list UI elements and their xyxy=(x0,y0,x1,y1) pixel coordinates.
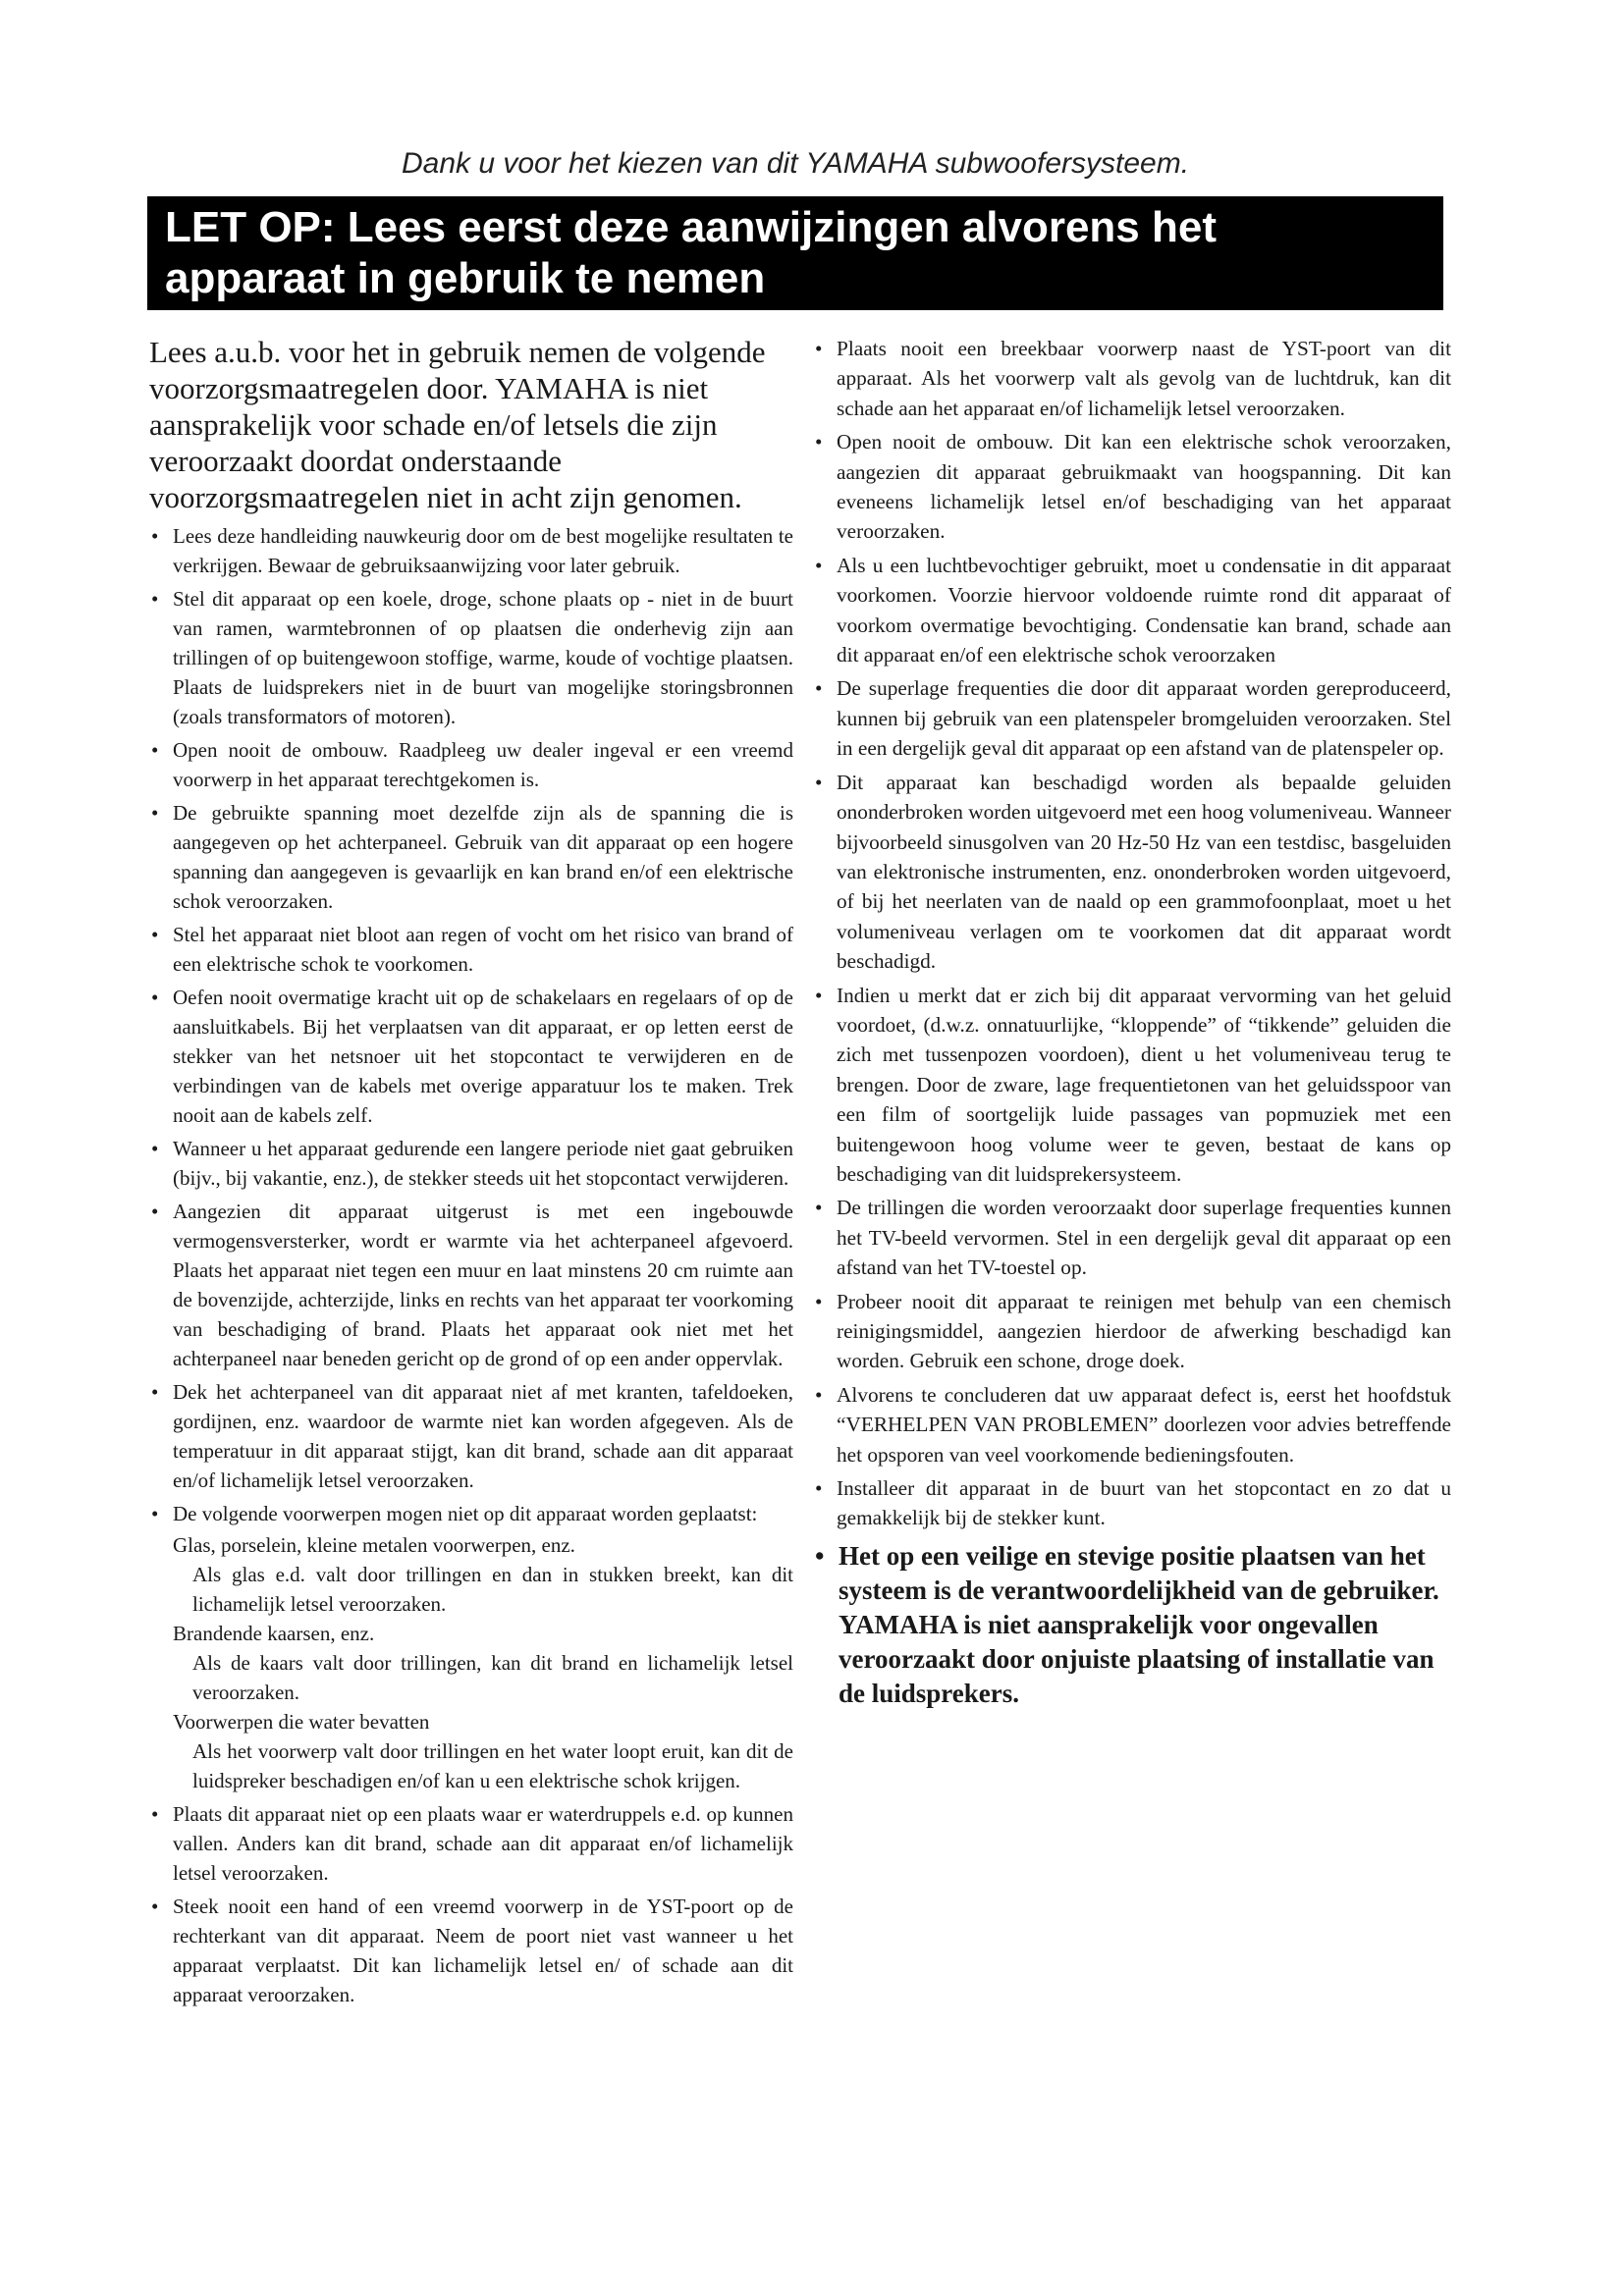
bullet-item: • Open nooit de ombouw. Dit kan een elektrische schok veroorzaken, aangezien dit apparaat gebruikmaakt van hoogspanning. Dit kan eveneens lichamelijk letsel en/of beschadiging van het apparaat veroorzaken. xyxy=(813,427,1451,547)
bullet-item: • Als u een luchtbevochtiger gebruikt, moet u condensatie in dit apparaat voorkomen. Voorzie hiervoor voldoende ruimte rond dit apparaat of voorkom overmatige bevochtiging. Condensatie kan brand, schade aan dit apparaat en/of een elektrische schok veroorzaken xyxy=(813,551,1451,670)
banner-title-line-2: apparaat in gebruik te nemen xyxy=(165,254,766,302)
object-type: Brandende kaarsen, enz. xyxy=(173,1622,375,1645)
bullet-item: • Aangezien dit apparaat uitgerust is met een ingebouwde vermogensversterker, wordt er warmte via het achterpaneel afgevoerd. Plaats het apparaat niet tegen een muur en laat minstens 20 cm ruimte aan de bovenzijde, achterzijde, links en rechts van het apparaat ter voorkoming van beschadiging of brand. Plaats het apparaat ook niet met het achterpaneel naar beneden gericht op de grond of op een ander oppervlak. xyxy=(149,1197,793,1373)
tagline: Dank u voor het kiezen van dit YAMAHA subwoofersysteem. xyxy=(401,147,1190,180)
object-consequence: Als het voorwerp valt door trillingen en het water loopt eruit, kan dit de luidspreker beschadigen en/of kan u een elektrische schok krijgen. xyxy=(192,1739,793,1792)
bullet-item: • Dek het achterpaneel van dit apparaat niet af met kranten, tafeldoeken, gordijnen, enz. waardoor de warmte niet kan worden afgegeven. Als de temperatuur in dit apparaat stijgt, kan dit brand, schade aan dit apparaat en/of lichamelijk letsel veroorzaken. xyxy=(149,1377,793,1495)
bullet-item: • Lees deze handleiding nauwkeurig door om de best mogelijke resultaten te verkrijgen. Bewaar de gebruiksaanwijzing voor later gebruik. xyxy=(149,521,793,580)
bullet-item: • Installeer dit apparaat in de buurt van het stopcontact en zo dat u gemakkelijk bij de stekker kunt. xyxy=(813,1473,1451,1533)
banner-title xyxy=(165,202,1426,304)
bullet-item: • De trillingen die worden veroorzaakt door superlage frequenties kunnen het TV-beeld vervormen. Stel in een dergelijk geval dit apparaat op een afstand van het TV-toestel op. xyxy=(813,1193,1451,1282)
objects-bullet-head: De volgende voorwerpen mogen niet op dit apparaat worden geplaatst: xyxy=(173,1502,758,1525)
left-bullet-list xyxy=(149,521,793,2009)
bullet-item: • Oefen nooit overmatige kracht uit op de schakelaars en regelaars of op de aansluitkabels. Bij het verplaatsen van dit apparaat, er op letten eerst de stekker van het netsnoer uit het stopcontact te verwijderen en de verbindingen van de kabels met overige apparatuur los te maken. Trek nooit aan de kabels zelf. xyxy=(149,983,793,1130)
intro-paragraph: Lees a.u.b. voor het in gebruik nemen de volgende voorzorgsmaatregelen door. YAMAHA is niet aansprakelijk voor schade en/of letsels die zijn veroorzaakt doordat onderstaande voorzorgsmaatregelen niet in acht zijn genomen. xyxy=(149,335,766,514)
left-column xyxy=(149,334,793,2013)
bullet-item: • Steek nooit een hand of een vreemd voorwerp in de YST-poort op de rechterkant van dit apparaat. Neem de poort niet vast wanneer u het apparaat verplaatst. Dit kan lichamelijk letsel en/ of schade aan dit apparaat veroorzaken. xyxy=(149,1892,793,2009)
bullet-item: • Alvorens te concluderen dat uw apparaat defect is, eerst het hoofdstuk “VERHELPEN VAN PROBLEMEN” doorlezen voor advies betreffende het opsporen van veel voorkomende bedieningsfouten. xyxy=(813,1380,1451,1469)
object-consequence: Als glas e.d. valt door trillingen en dan in stukken breekt, kan dit lichamelijk letsel veroorzaken. xyxy=(192,1563,793,1616)
banner-title-line-1: LET OP: Lees eerst deze aanwijzingen alvorens het xyxy=(165,203,1217,251)
right-column xyxy=(813,334,1451,1711)
bullet-item: • Plaats nooit een breekbaar voorwerp naast de YST-poort van dit apparaat. Als het voorwerp valt als gevolg van de luchtdruk, kan dit schade aan het apparaat en/of lichamelijk letsel veroorzaken. xyxy=(813,334,1451,423)
objects-bullet-item xyxy=(149,1499,793,1795)
objects-sublist xyxy=(173,1530,793,1795)
bullet-item: • De gebruikte spanning moet dezelfde zijn als de spanning die is aangegeven op het achterpaneel. Gebruik van dit apparaat op een hogere spanning dan aangegeven is gevaarlijk en kan brand en/of een elektrische schok veroorzaken. xyxy=(149,798,793,916)
bullet-item: • Stel dit apparaat op een koele, droge, schone plaats op - niet in de buurt van ramen, warmtebronnen of op plaatsen die onderhevig zijn aan trillingen of op buitengewoon stoffige, warme, koude of vochtige plaatsen. Plaats de luidsprekers niet in de buurt van mogelijke storingsbronnen (zoals transformators of motoren). xyxy=(149,584,793,731)
object-type: Glas, porselein, kleine metalen voorwerpen, enz. xyxy=(173,1533,575,1557)
bullet-item: • Probeer nooit dit apparaat te reinigen met behulp van een chemisch reinigingsmiddel, aangezien hierdoor de afwerking beschadigd kan worden. Gebruik een schone, droge doek. xyxy=(813,1287,1451,1376)
right-bullet-list xyxy=(813,334,1451,1533)
caution-banner xyxy=(147,196,1443,310)
bullet-item: • Plaats dit apparaat niet op een plaats waar er waterdruppels e.d. op kunnen vallen. Anders kan dit brand, schade aan dit apparaat en/of lichamelijk letsel veroorzaken. xyxy=(149,1799,793,1888)
bullet-item: • Dit apparaat kan beschadigd worden als bepaalde geluiden ononderbroken worden uitgevoerd met een hoog volumeniveau. Wanneer bijvoorbeeld sinusgolven van 20 Hz-50 Hz van een testdisc, basgeluiden van elektronische instrumenten, enz. ononderbroken worden uitgevoerd, of bij het neerlaten van de naald op een grammofoonplaat, moet u het volumeniveau verlagen om te voorkomen dat dit apparaat wordt beschadigd. xyxy=(813,768,1451,977)
object-consequence: Als de kaars valt door trillingen, kan dit brand en lichamelijk letsel veroorzaken. xyxy=(192,1651,793,1704)
final-warning: • Het op een veilige en stevige positie plaatsen van het systeem is de verantwoordelijkheid van de gebruiker. YAMAHA is niet aansprakelijk voor ongevallen veroorzaakt door onjuiste plaatsing of installatie van de luidsprekers. xyxy=(813,1539,1451,1711)
bullet-item: • Stel het apparaat niet bloot aan regen of vocht om het risico van brand of een elektrische schok te voorkomen. xyxy=(149,920,793,979)
bullet-item: • De superlage frequenties die door dit apparaat worden gereproduceerd, kunnen bij gebruik van een platenspeler bromgeluiden veroorzaken. Stel in een dergelijk geval dit apparaat op een afstand van de platenspeler op. xyxy=(813,673,1451,763)
object-type: Voorwerpen die water bevatten xyxy=(173,1710,430,1734)
bullet-item: • Indien u merkt dat er zich bij dit apparaat vervorming van het geluid voordoet, (d.w.z. onnatuurlijke, “kloppende” of “tikkende” geluiden die zich met tussenpozen voordoen), dient u het volumeniveau terug te brengen. Door de zware, lage frequentietonen van het geluidsspoor van een film of soortgelijk luide passages van popmuziek met een buitengewoon hoog volume weer te geven, bestaat de kans op beschadiging van dit luidsprekersysteem. xyxy=(813,981,1451,1190)
bullet-item: • Open nooit de ombouw. Raadpleeg uw dealer ingeval er een vreemd voorwerp in het apparaat terechtgekomen is. xyxy=(149,735,793,794)
bullet-item: • Wanneer u het apparaat gedurende een langere periode niet gaat gebruiken (bijv., bij vakantie, enz.), de stekker steeds uit het stopcontact verwijderen. xyxy=(149,1134,793,1193)
